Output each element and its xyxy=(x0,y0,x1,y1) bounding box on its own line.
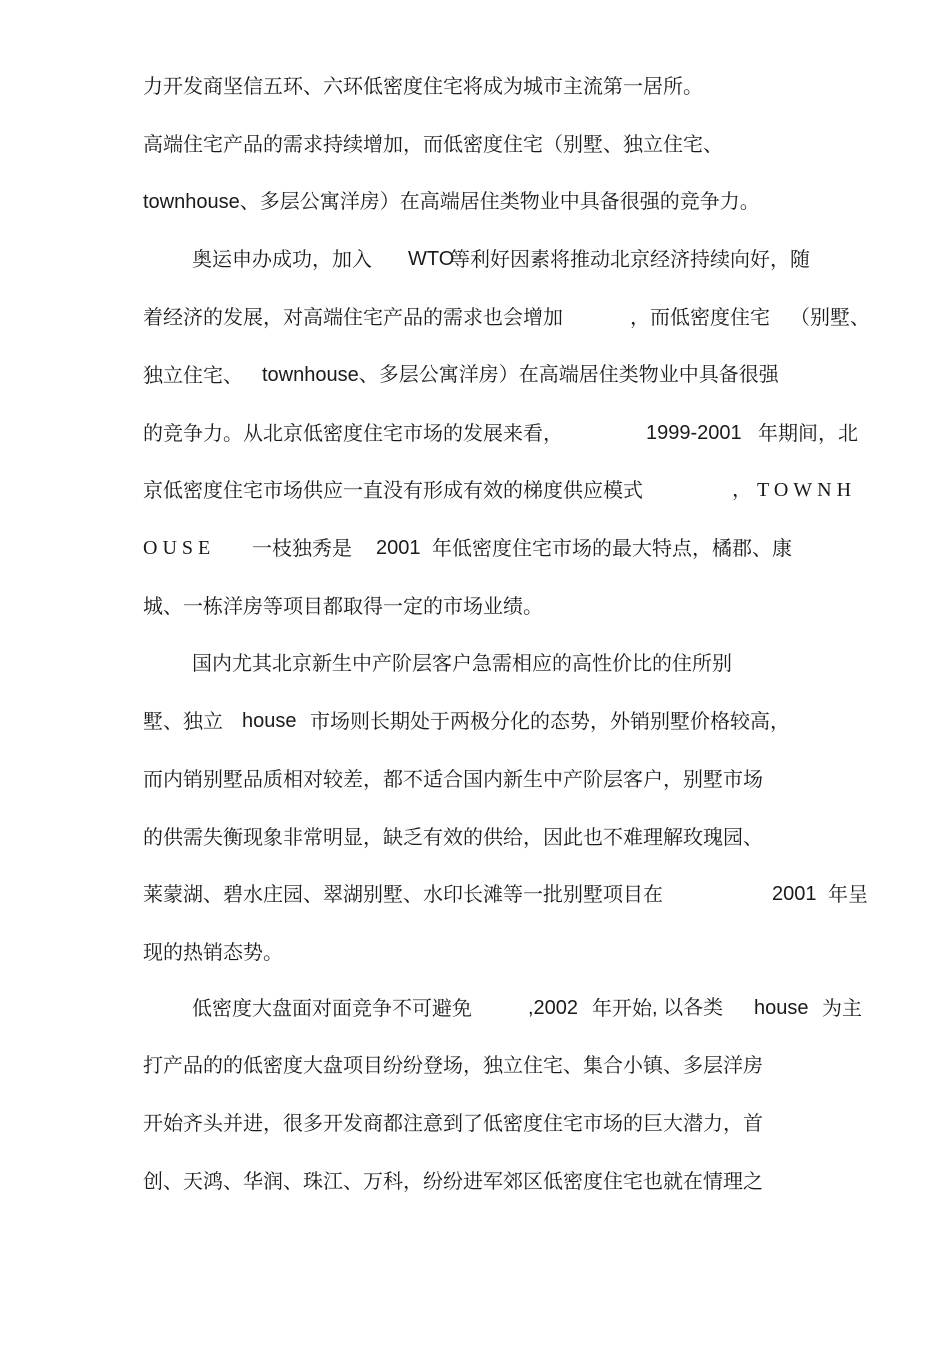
text-segment: 现的热销态势。 xyxy=(143,940,283,964)
text-segment: 打产品的的低密度大盘项目纷纷登场，独立住宅、集合小镇、多层洋房 xyxy=(143,1053,763,1077)
text-line xyxy=(0,1166,950,1196)
text-segment: WTO xyxy=(408,248,455,270)
text-segment: （别墅、 xyxy=(790,305,870,329)
text-segment: 创、天鸿、华润、珠江、万科，纷纷进军郊区低密度住宅也就在情理之 xyxy=(143,1169,763,1193)
text-segment: 墅、独立 xyxy=(143,709,223,733)
text-segment: 为主 xyxy=(822,996,862,1020)
text-line xyxy=(0,129,950,159)
text-segment: , 以各类 xyxy=(652,997,724,1019)
text-segment: 的供需失衡现象非常明显，缺乏有效的供给，因此也不难理解玫瑰园、 xyxy=(143,825,763,849)
text-segment: 低密度大盘面对面竞争不可避免 xyxy=(192,996,472,1020)
text-segment: 国内尤其北京新生中产阶层客户急需相应的高性价比的住所别 xyxy=(192,651,732,675)
text-segment: 1999-2001 xyxy=(646,422,742,444)
text-line xyxy=(0,533,950,563)
text-line xyxy=(0,418,950,448)
text-line xyxy=(0,1108,950,1138)
text-segment: 年低密度住宅市场的最大特点，橘郡、康 xyxy=(432,536,792,560)
text-segment: house xyxy=(754,997,809,1019)
text-line xyxy=(0,822,950,852)
text-line xyxy=(0,764,950,794)
text-segment: 而内销别墅品质相对较差，都不适合国内新生中产阶层客户，别墅市场 xyxy=(143,767,763,791)
text-segment: 城、一栋洋房等项目都取得一定的市场业绩。 xyxy=(143,594,543,618)
text-segment: townhouse、多层公寓洋房）在高端居住类物业中具备很强的竞争力。 xyxy=(143,191,760,213)
text-line xyxy=(0,1050,950,1080)
text-line xyxy=(0,937,950,967)
text-segment: ，TOWNH xyxy=(732,479,857,501)
text-segment: 莱蒙湖、碧水庄园、翠湖别墅、水印长滩等一批别墅项目在 xyxy=(143,882,663,906)
text-segment: 高端住宅产品的需求持续增加，而低密度住宅（别墅、独立住宅、 xyxy=(143,132,723,156)
text-line xyxy=(0,706,950,736)
text-segment: house xyxy=(242,710,297,732)
text-segment: OUSE xyxy=(143,537,216,559)
text-line xyxy=(0,71,950,101)
text-segment: ，而低密度住宅 xyxy=(630,305,770,329)
text-segment: 开始齐头并进，很多开发商都注意到了低密度住宅市场的巨大潜力，首 xyxy=(143,1111,763,1135)
text-line xyxy=(0,591,950,621)
text-segment: 等利好因素将推动北京经济持续向好，随 xyxy=(450,247,810,271)
text-line xyxy=(0,244,950,274)
text-segment: 力开发商坚信五环、六环低密度住宅将成为城市主流第一居所。 xyxy=(143,74,703,98)
text-line xyxy=(0,187,950,217)
text-segment: 着经济的发展，对高端住宅产品的需求也会增加 xyxy=(143,305,563,329)
text-segment: 市场则长期处于两极分化的态势，外销别墅价格较高， xyxy=(310,709,790,733)
text-segment: 一枝独秀是 xyxy=(252,536,352,560)
text-segment: 京低密度住宅市场供应一直没有形成有效的梯度供应模式 xyxy=(143,478,643,502)
text-line xyxy=(0,475,950,505)
text-segment: 年期间，北 xyxy=(758,421,858,445)
text-segment: ,2002 xyxy=(528,997,579,1019)
text-segment: 2001 xyxy=(772,883,817,905)
text-segment: 奥运申办成功，加入 xyxy=(192,247,372,271)
text-segment: townhouse、多层公寓洋房）在高端居住类物业中具备很强 xyxy=(262,364,779,386)
text-line xyxy=(0,879,950,909)
text-line xyxy=(0,648,950,678)
text-line xyxy=(0,302,950,332)
text-line xyxy=(0,993,950,1023)
text-segment: 2001 xyxy=(376,537,421,559)
text-segment: 的竞争力。从北京低密度住宅市场的发展来看， xyxy=(143,421,563,445)
text-line xyxy=(0,360,950,390)
text-segment: 年开始 xyxy=(592,996,652,1020)
text-segment: 独立住宅、 xyxy=(143,363,243,387)
text-segment: 年呈 xyxy=(828,882,868,906)
